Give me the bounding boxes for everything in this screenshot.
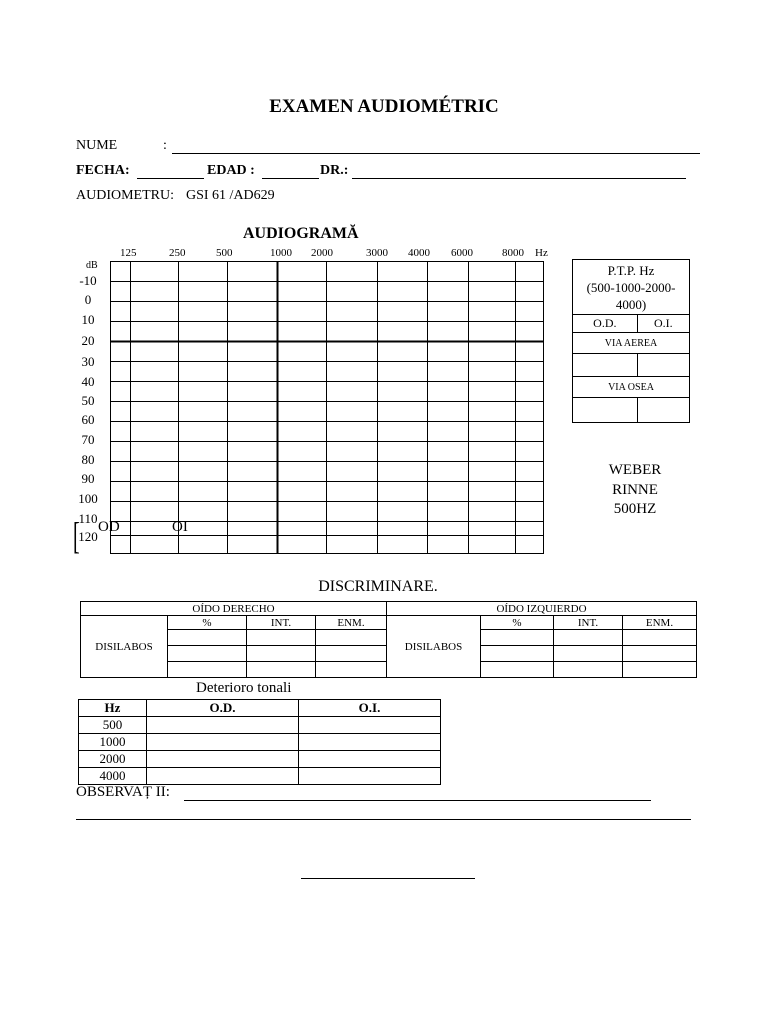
freq-label: 4000 [408, 247, 430, 259]
db-label: 40 [81, 374, 95, 389]
discr-cell[interactable] [554, 646, 623, 662]
audiometer-value: GSI 61 /AD629 [186, 188, 275, 203]
db-label: 100 [78, 491, 98, 506]
oi-label: OI [172, 519, 188, 535]
ptp-title-line: (500-1000-2000- [586, 279, 676, 295]
discr-cell[interactable] [247, 630, 316, 646]
db-label: 90 [81, 471, 95, 486]
discr-cell[interactable] [481, 646, 554, 662]
col-pct-right: % [168, 616, 247, 630]
discr-cell[interactable] [623, 646, 697, 662]
via-osea-od-cell[interactable] [573, 398, 638, 423]
discr-cell[interactable] [247, 646, 316, 662]
deterioro-cell[interactable] [299, 768, 441, 785]
via-osea-oi-cell[interactable] [637, 398, 689, 423]
col-enm-left: ENM. [623, 616, 697, 630]
deterioro-cell[interactable] [147, 734, 299, 751]
db-unit: dB [86, 260, 98, 271]
db-label: 70 [81, 432, 95, 447]
discr-cell[interactable] [623, 662, 697, 678]
deterioro-oi-header: O.I. [299, 700, 441, 717]
nume-colon: : [163, 138, 167, 153]
nume-label: NUME [76, 138, 118, 153]
rinne-label: RINNE [612, 482, 658, 498]
deterioro-cell[interactable] [147, 751, 299, 768]
col-int-right: INT. [247, 616, 316, 630]
ptp-table [572, 259, 690, 423]
signature-line[interactable] [301, 878, 475, 879]
discr-cell[interactable] [168, 662, 247, 678]
db-label: 60 [81, 412, 95, 427]
ptp-header [573, 260, 690, 315]
observatii-field[interactable] [184, 800, 651, 801]
freq-label: 6000 [451, 247, 473, 259]
discr-cell[interactable] [554, 630, 623, 646]
discr-cell[interactable] [168, 630, 247, 646]
deterioro-cell[interactable] [299, 717, 441, 734]
discr-cell[interactable] [247, 662, 316, 678]
dr-label: DR.: [320, 163, 349, 178]
ptp-title-line: 4000) [615, 296, 647, 312]
observatii-field-line2[interactable] [76, 819, 691, 820]
weber-label: WEBER [608, 462, 662, 478]
db-label: -10 [79, 273, 97, 288]
disilabos-label-right: DISILABOS [81, 616, 168, 678]
db-label: 120 [78, 529, 98, 544]
audiometer-label: AUDIOMETRU: [76, 188, 174, 203]
discr-cell[interactable] [316, 662, 387, 678]
discr-cell[interactable] [316, 630, 387, 646]
deterioro-hz-header: Hz [79, 700, 147, 717]
deterioro-od-header: O.D. [147, 700, 299, 717]
discr-cell[interactable] [481, 662, 554, 678]
ptp-od-header: O.D. [573, 315, 638, 333]
deterioro-cell[interactable] [147, 768, 299, 785]
via-aerea-label: VIA AEREA [573, 333, 690, 354]
col-int-left: INT. [554, 616, 623, 630]
deterioro-freq: 4000 [79, 768, 147, 785]
db-label: 80 [81, 452, 95, 467]
page-title: EXAMEN AUDIOMÉTRIC [269, 96, 499, 117]
deterioro-freq: 2000 [79, 751, 147, 768]
od-label: OD [98, 519, 120, 535]
discr-cell[interactable] [316, 646, 387, 662]
col-enm-right: ENM. [316, 616, 387, 630]
edad-label: EDAD : [207, 163, 255, 178]
via-osea-label: VIA OSEA [573, 377, 690, 398]
db-label: 110 [78, 511, 98, 526]
discr-cell[interactable] [623, 630, 697, 646]
discr-cell[interactable] [481, 630, 554, 646]
discr-cell[interactable] [554, 662, 623, 678]
freq-label: 500 [216, 247, 233, 259]
deterioro-freq: 1000 [79, 734, 147, 751]
freq-label: 2000 [311, 247, 333, 259]
db-label: 0 [84, 292, 92, 307]
ptp-title-line: P.T.P. Hz [607, 262, 655, 278]
observatii-label: OBSERVAȚ II: [76, 784, 170, 800]
disilabos-label-left: DISILABOS [387, 616, 481, 678]
audiogram-title: AUDIOGRAMĂ [243, 225, 359, 242]
col-pct-left: % [481, 616, 554, 630]
db-label: 50 [81, 393, 95, 408]
freq-label: 1000 [270, 247, 292, 259]
deterioro-cell[interactable] [299, 751, 441, 768]
freq-label: 8000 [502, 247, 524, 259]
freq-label: 250 [169, 247, 186, 259]
freq-label: 125 [120, 247, 137, 259]
via-aerea-od-cell[interactable] [573, 354, 638, 377]
db-label: 10 [81, 312, 95, 327]
freq-unit: Hz [535, 247, 548, 259]
freq-label: 3000 [366, 247, 388, 259]
discr-cell[interactable] [168, 646, 247, 662]
fecha-label: FECHA: [76, 163, 130, 178]
deterioro-table [78, 699, 441, 785]
via-aerea-oi-cell[interactable] [637, 354, 689, 377]
discrimination-table [80, 601, 697, 678]
deterioro-title: Deterioro tonali [196, 680, 292, 696]
deterioro-cell[interactable] [147, 717, 299, 734]
db-label: 20 [81, 333, 95, 348]
db-label: 30 [81, 354, 95, 369]
ptp-oi-header: O.I. [637, 315, 689, 333]
discrimination-title: DISCRIMINARE. [318, 578, 438, 595]
hz-label: 500HZ [613, 501, 657, 517]
deterioro-cell[interactable] [299, 734, 441, 751]
deterioro-freq: 500 [79, 717, 147, 734]
bracket-mark: [ [73, 516, 80, 558]
left-ear-header: OÍDO IZQUIERDO [387, 602, 697, 616]
right-ear-header: OÍDO DERECHO [81, 602, 387, 616]
